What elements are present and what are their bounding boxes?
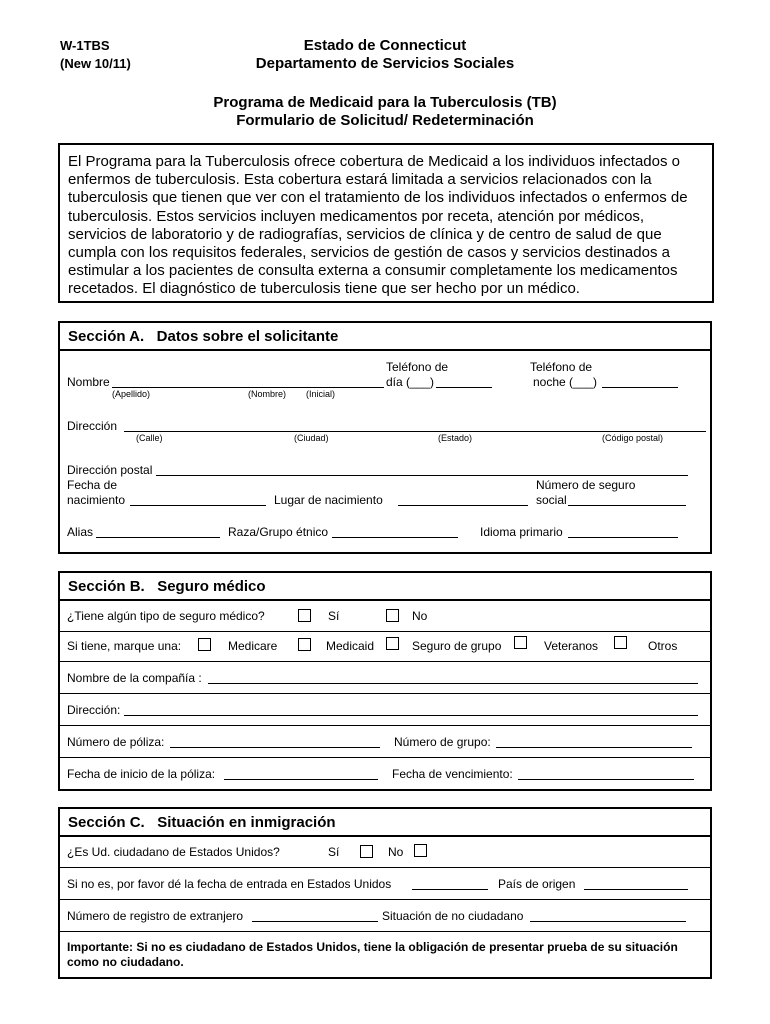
direccion-b-label: Dirección:	[67, 703, 121, 717]
divider	[60, 757, 710, 758]
direccion-label: Dirección	[67, 419, 118, 433]
nombre-field[interactable]	[112, 387, 384, 388]
medicaid-label: Medicaid	[326, 639, 375, 653]
ciudadano-no-checkbox[interactable]	[414, 844, 427, 857]
tel-dia-field[interactable]	[436, 387, 492, 388]
seguro-no-checkbox[interactable]	[386, 609, 399, 622]
seguro-social-label-1: Número de seguro	[536, 478, 636, 492]
section-b-title: Sección B. Seguro médico	[68, 578, 266, 595]
raza-field[interactable]	[332, 537, 458, 538]
poliza-label: Número de póliza:	[67, 735, 165, 749]
section-b-header	[60, 573, 710, 601]
fecha-label-2: nacimiento	[67, 493, 126, 507]
vencimiento-field[interactable]	[518, 779, 694, 780]
vencimiento-label: Fecha de vencimiento:	[392, 767, 513, 781]
seguro-grupo-label: Seguro de grupo	[412, 639, 502, 653]
si-tiene-label: Si tiene, marque una:	[67, 639, 182, 653]
inicial-sub: (Inicial)	[306, 389, 336, 399]
medicare-checkbox[interactable]	[198, 638, 211, 651]
tel-dia-label-2: día (___)	[386, 375, 435, 389]
grupo-field[interactable]	[496, 747, 692, 748]
pais-field[interactable]	[584, 889, 688, 890]
compania-field[interactable]	[208, 683, 698, 684]
lugar-nacimiento-label: Lugar de nacimiento	[274, 493, 383, 507]
otros-checkbox[interactable]	[614, 636, 627, 649]
otros-label: Otros	[648, 639, 678, 653]
medicare-label: Medicare	[228, 639, 278, 653]
alias-field[interactable]	[96, 537, 220, 538]
registro-label: Número de registro de extranjero	[67, 909, 244, 923]
seguro-question: ¿Tiene algún tipo de seguro médico?	[67, 609, 265, 623]
raza-label: Raza/Grupo étnico	[228, 525, 329, 539]
ciudadano-no-label: No	[388, 845, 404, 859]
direccion-field[interactable]	[124, 431, 706, 432]
situacion-label: Situación de no ciudadano	[382, 909, 524, 923]
idioma-label: Idioma primario	[480, 525, 563, 539]
ciudadano-question: ¿Es Ud. ciudadano de Estados Unidos?	[67, 845, 280, 859]
tel-noche-label-2: noche (___)	[533, 375, 598, 389]
direccion-postal-label: Dirección postal	[67, 463, 153, 477]
section-c-title: Sección C. Situación en inmigración	[68, 814, 336, 831]
divider	[60, 693, 710, 694]
situacion-field[interactable]	[530, 921, 686, 922]
idioma-field[interactable]	[568, 537, 678, 538]
inicio-field[interactable]	[224, 779, 378, 780]
fecha-entrada-field[interactable]	[412, 889, 488, 890]
poliza-field[interactable]	[170, 747, 380, 748]
direccion-b-field[interactable]	[124, 715, 698, 716]
section-c	[58, 807, 712, 979]
tel-dia-label-1: Teléfono de	[386, 360, 449, 374]
alias-label: Alias	[67, 525, 94, 539]
fecha-label-1: Fecha de	[67, 478, 118, 492]
divider	[60, 631, 710, 632]
form-id: W-1TBS	[60, 38, 110, 53]
intro-text: El Programa para la Tuberculosis ofrece cobertura de Medicaid a los individuos infectados o enfermos de tuberculosis. Esta cobertura estará limitada a servicios relacionados con la tuberculosis que tienen que ver con el tratamiento de los individuos infectados o enfermos de tuberculosis. Estos servicios incluyen medicamentos por receta, atención por médicos, servicios de laboratorio y de radiografías, servicios de clínica y de centro de salud de que cumpla con los requisitos federales, servicios de gestión de casos y servicios destinados a estimular a los pacientes de consulta externa a consumir completamente los medicamentos recetados. El diagnóstico de tuberculosis tiene que ser hecho por un médico.	[68, 153, 688, 298]
direccion-postal-field[interactable]	[156, 475, 688, 476]
registro-field[interactable]	[252, 921, 378, 922]
seguro-social-label-2: social	[536, 493, 567, 507]
inicio-label: Fecha de inicio de la póliza:	[67, 767, 216, 781]
pais-label: País de origen	[498, 877, 576, 891]
ciudadano-si-checkbox[interactable]	[360, 845, 373, 858]
section-a-title: Sección A. Datos sobre el solicitante	[68, 328, 339, 345]
tel-noche-label-1: Teléfono de	[530, 360, 593, 374]
veteranos-label: Veteranos	[544, 639, 599, 653]
fecha-entrada-label: Si no es, por favor dé la fecha de entrada en Estados Unidos	[67, 877, 392, 891]
compania-label: Nombre de la compañía :	[67, 671, 202, 685]
codigo-postal-sub: (Código postal)	[602, 433, 664, 443]
calle-sub: (Calle)	[136, 433, 163, 443]
lugar-nacimiento-field[interactable]	[398, 505, 528, 506]
section-c-header	[60, 809, 710, 837]
seguro-si-label: Sí	[328, 609, 340, 623]
divider	[60, 867, 710, 868]
section-a	[58, 321, 712, 554]
seguro-social-field[interactable]	[568, 505, 686, 506]
seguro-grupo-checkbox[interactable]	[386, 637, 399, 650]
tel-noche-field[interactable]	[602, 387, 678, 388]
apellido-sub: (Apellido)	[112, 389, 151, 399]
divider	[60, 661, 710, 662]
form-title: Formulario de Solicitud/ Redeterminación	[236, 112, 534, 129]
divider	[60, 725, 710, 726]
seguro-si-checkbox[interactable]	[298, 609, 311, 622]
divider	[60, 931, 710, 932]
importante-note: Importante: Si no es ciudadano de Estados Unidos, tiene la obligación de presentar prueba de su situación como no ciudadano.	[67, 940, 678, 969]
medicaid-checkbox[interactable]	[298, 638, 311, 651]
department-name: Departamento de Servicios Sociales	[255, 55, 515, 72]
veteranos-checkbox[interactable]	[514, 636, 527, 649]
state-name: Estado de Connecticut	[303, 37, 467, 54]
grupo-label: Número de grupo:	[394, 735, 491, 749]
program-title: Programa de Medicaid para la Tuberculosis (TB)	[213, 94, 557, 111]
fecha-nacimiento-field[interactable]	[130, 505, 266, 506]
intro-box	[58, 143, 714, 303]
section-b	[58, 571, 712, 791]
ciudadano-si-label: Sí	[328, 845, 340, 859]
estado-sub: (Estado)	[438, 433, 473, 443]
form-revision: (New 10/11)	[60, 56, 131, 71]
seguro-no-label: No	[412, 609, 428, 623]
nombre-sub: (Nombre)	[248, 389, 287, 399]
section-a-header	[60, 323, 710, 351]
ciudad-sub: (Ciudad)	[294, 433, 329, 443]
nombre-label: Nombre	[67, 375, 110, 389]
divider	[60, 899, 710, 900]
